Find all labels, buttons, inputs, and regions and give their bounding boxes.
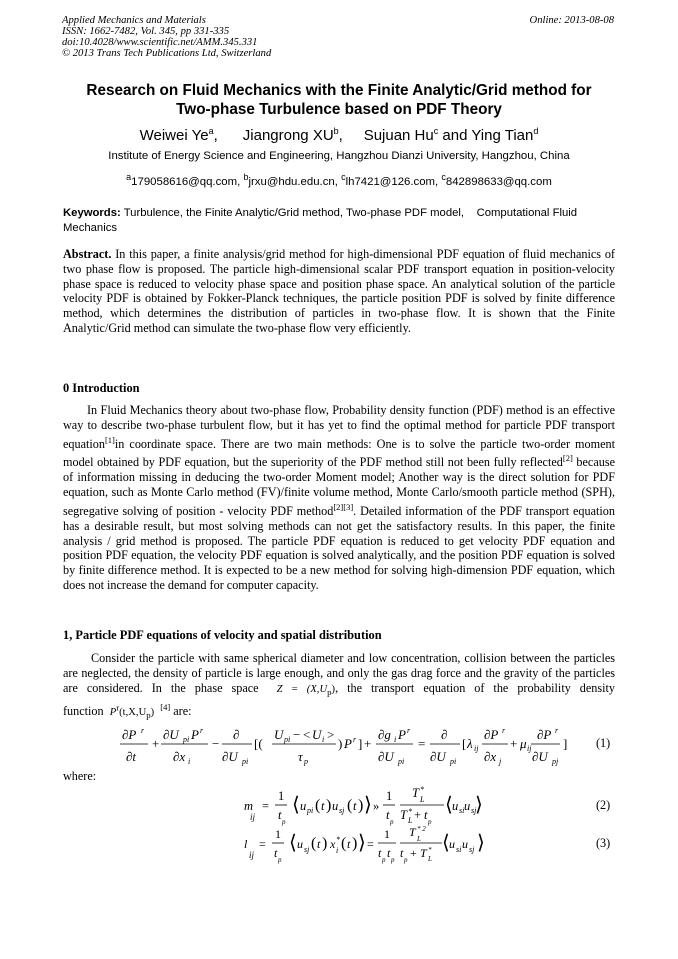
svg-text:*: * xyxy=(420,785,424,794)
email-2: jrxu@hdu.edu.cn, xyxy=(248,175,338,188)
equation-3 xyxy=(244,826,484,870)
svg-text:): ) xyxy=(352,835,358,852)
pdf-args: (t,X,U xyxy=(119,706,147,718)
svg-text:): ) xyxy=(358,797,364,814)
keywords-block xyxy=(63,206,615,235)
svg-text:=: = xyxy=(418,736,426,751)
email-1: 179058616@qq.com, xyxy=(131,175,241,188)
author-2: Jiangrong XU xyxy=(242,127,334,144)
svg-text:pj: pj xyxy=(552,757,559,766)
svg-text:t: t xyxy=(347,837,351,851)
intro-paragraph xyxy=(63,403,615,593)
keywords-text: Turbulence, the Finite Analytic/Grid method, Two-phase PDF model, Computational Fluid Mechanics xyxy=(63,207,581,234)
svg-text:]: ] xyxy=(563,736,568,751)
svg-text:pi: pi xyxy=(284,735,291,744)
svg-text:r: r xyxy=(502,726,506,735)
svg-text:p: p xyxy=(278,856,282,864)
svg-text:u: u xyxy=(449,837,455,851)
svg-text:(: ( xyxy=(311,835,317,852)
svg-text:j: j xyxy=(499,757,502,766)
svg-text:p: p xyxy=(304,757,308,766)
section-1-paragraph xyxy=(63,651,615,722)
svg-text:(: ( xyxy=(347,797,353,814)
svg-text:L: L xyxy=(428,855,432,863)
svg-text:l: l xyxy=(244,837,248,851)
svg-text:λ: λ xyxy=(467,736,473,751)
author-4: and Ying Tian xyxy=(442,127,534,144)
svg-text:⟨: ⟨ xyxy=(289,832,297,854)
svg-text:u: u xyxy=(297,837,303,851)
email-4-sup: c xyxy=(441,172,446,182)
equation-1-number: (1) xyxy=(596,736,611,750)
svg-text:⟨: ⟨ xyxy=(442,832,450,854)
svg-text:t: t xyxy=(353,799,357,813)
email-3-sup: c xyxy=(341,172,346,182)
svg-text:∂g: ∂g xyxy=(378,727,391,742)
author-4-sup: d xyxy=(533,126,539,136)
svg-text:[: [ xyxy=(462,736,467,751)
svg-text:L: L xyxy=(420,795,425,804)
author-1-sup: a xyxy=(208,126,214,136)
svg-text:i: i xyxy=(394,735,397,744)
svg-text:∂t: ∂t xyxy=(126,749,137,764)
svg-text:r: r xyxy=(555,726,559,735)
phase-space-z: Z = (X,U xyxy=(276,683,328,695)
email-list xyxy=(40,170,638,189)
svg-text:∂U: ∂U xyxy=(430,749,446,764)
svg-text:−: − xyxy=(293,727,301,742)
author-sep-2: , xyxy=(338,127,343,144)
svg-text:): ) xyxy=(326,797,332,814)
title-line-2: Two-phase Turbulence based on PDF Theory xyxy=(176,101,502,118)
svg-text:»: » xyxy=(373,799,380,813)
svg-text:∂U: ∂U xyxy=(222,749,238,764)
svg-text:m: m xyxy=(244,799,254,813)
svg-text:t: t xyxy=(378,846,382,860)
svg-text:*: * xyxy=(428,846,432,854)
svg-text:∂P: ∂P xyxy=(484,727,499,742)
svg-text:+: + xyxy=(364,736,372,751)
svg-text:1: 1 xyxy=(275,827,281,841)
svg-text:T: T xyxy=(412,786,419,800)
svg-text:⟨: ⟨ xyxy=(292,794,300,816)
svg-text:r: r xyxy=(407,726,411,735)
svg-text:⟩: ⟩ xyxy=(475,794,483,816)
citation-1: [1] xyxy=(104,434,115,445)
svg-text:u: u xyxy=(464,799,471,813)
abstract-label: Abstract. xyxy=(63,247,112,261)
citation-2: [2] xyxy=(562,453,573,464)
title-line-1: Research on Fluid Mechanics with the Finite Analytic/Grid method for xyxy=(86,82,592,99)
svg-text:⟩: ⟩ xyxy=(358,832,366,854)
svg-text:t: t xyxy=(387,846,391,860)
svg-text:*: * xyxy=(408,807,412,816)
section-1-heading: 1, Particle PDF equations of velocity and spatial distribution xyxy=(63,628,382,642)
citation-3: [2][3] xyxy=(333,501,354,512)
keywords-label: Keywords: xyxy=(63,207,121,219)
svg-text:t: t xyxy=(317,837,321,851)
intro-text-1: In Fluid Mechanics theory about two-phase flow, Probability density function (PDF) method is an effective way to describe two-phase turbulent flow, but it has yet to find the optimal method for particle PDF transport equation xyxy=(63,403,615,451)
svg-text:P: P xyxy=(191,727,199,742)
doi-line: doi:10.4028/www.scientific.net/AMM.345.331 xyxy=(62,37,258,48)
svg-text:ij: ij xyxy=(527,744,532,753)
svg-text:P: P xyxy=(398,727,406,742)
svg-text:]: ] xyxy=(358,736,363,751)
svg-text:t: t xyxy=(386,808,390,822)
svg-text:[(: [( xyxy=(254,736,263,751)
intro-heading: 0 Introduction xyxy=(63,381,140,395)
svg-text:p: p xyxy=(382,856,386,864)
svg-text:i: i xyxy=(336,846,339,855)
svg-text:U: U xyxy=(312,727,322,742)
publication-header xyxy=(62,15,482,59)
svg-text:p: p xyxy=(390,818,394,826)
author-1: Weiwei Ye xyxy=(139,127,209,144)
paper-title xyxy=(50,81,628,119)
svg-text:pi: pi xyxy=(242,757,249,766)
svg-text:+: + xyxy=(510,736,518,751)
svg-text:1: 1 xyxy=(384,827,390,841)
svg-text:∂: ∂ xyxy=(441,727,448,742)
svg-text:si: si xyxy=(459,806,465,815)
svg-text:*: * xyxy=(336,835,340,844)
svg-text:U: U xyxy=(274,727,284,742)
svg-text:ij: ij xyxy=(250,812,256,822)
svg-text:T: T xyxy=(409,825,416,839)
svg-text:x: x xyxy=(330,837,336,851)
copyright-line: © 2013 Trans Tech Publications Ltd, Switzerland xyxy=(62,48,272,59)
pdf-sub: p xyxy=(146,709,151,720)
phase-space-end: ) xyxy=(331,683,336,695)
equation-3-number: (3) xyxy=(596,836,611,850)
svg-text:t: t xyxy=(274,846,278,860)
svg-text:pi: pi xyxy=(398,757,405,766)
svg-text:T: T xyxy=(420,846,427,860)
sec1-text-2: , the transport equation of the probability density function xyxy=(63,680,616,718)
phase-space-sub: p xyxy=(327,686,332,697)
svg-text:τ: τ xyxy=(298,749,303,764)
svg-text:t: t xyxy=(278,808,282,822)
intro-text-2: in coordinate space. There are two main methods: One is to solve the particle two-order moment model obtained by PDF equation, but the superiority of the PDF method still not been fully reflected xyxy=(63,436,615,470)
citation-4: [4] xyxy=(160,701,171,712)
sec1-text-1: Consider the particle with same spherical diameter and low concentration, collision between the particles are neglected, the density of particle is large enough, and only the gas drag force and the gravity of the particles are considered. In the phase space xyxy=(63,651,615,695)
svg-text:p: p xyxy=(391,856,395,864)
svg-text:L: L xyxy=(408,816,413,825)
svg-text:∂x: ∂x xyxy=(484,749,497,764)
author-sep-1: , xyxy=(213,127,218,144)
pdf-function-expr xyxy=(109,702,155,720)
svg-text:L: L xyxy=(417,835,421,843)
svg-text:u: u xyxy=(462,837,468,851)
svg-text:+: + xyxy=(410,846,417,860)
sec1-text-3: are: xyxy=(170,703,192,718)
svg-text:* 2: * 2 xyxy=(417,825,426,833)
equation-1 xyxy=(116,722,559,768)
intro-text-3: because of information missing in deducing the two-order Moment model; Another way is the direct solution for PDF equation, such as Monte Carlo method (FV)/finite volume method, Monte Carlo/smooth particle method (SPH), segregative solving of position - velocity PDF method xyxy=(63,455,615,518)
svg-text:−: − xyxy=(212,736,220,751)
author-list xyxy=(40,122,638,145)
svg-text:+: + xyxy=(414,808,422,822)
svg-text:r: r xyxy=(141,726,145,735)
svg-text:⟨: ⟨ xyxy=(445,794,453,816)
svg-text:=: = xyxy=(262,799,270,813)
svg-text:=: = xyxy=(259,837,266,851)
equation-2-number: (2) xyxy=(596,798,611,812)
svg-text:1: 1 xyxy=(386,789,393,803)
svg-text:(: ( xyxy=(341,835,347,852)
svg-text:∂x: ∂x xyxy=(173,749,186,764)
svg-text:∂P: ∂P xyxy=(122,727,137,742)
svg-text:r: r xyxy=(353,735,357,744)
equation-1-tail xyxy=(530,722,580,768)
where-label: where: xyxy=(63,769,97,783)
svg-text:(: ( xyxy=(315,797,321,814)
svg-text:⟩: ⟩ xyxy=(364,794,372,816)
svg-text:u: u xyxy=(452,799,459,813)
svg-text:sj: sj xyxy=(471,806,477,815)
abstract-text: In this paper, a finite analysis/grid method for high-dimensional PDF equation of fluid mechanics of two phase flow is proposed. The particle high-dimensional scalar PDF transport equation in position-velocity phase space is reduced to velocity phase space and position phase space. An analytical solution of the particle velocity PDF is obtained by Fokker-Planck techniques, the particle position PDF is solved by finite difference method, which determines the distribution of particles in two-phase flow. It is shown that the Finite Analytic/Grid method can simulate the two-phase flow very efficiently. xyxy=(63,247,615,335)
svg-text:ij: ij xyxy=(249,850,255,860)
svg-text:ij: ij xyxy=(474,744,479,753)
abstract-block xyxy=(63,247,615,336)
svg-text:sj: sj xyxy=(339,806,345,815)
svg-text:∂U: ∂U xyxy=(378,749,394,764)
svg-text:t: t xyxy=(424,808,428,822)
svg-text:∂U: ∂U xyxy=(163,727,179,742)
svg-text:∂P: ∂P xyxy=(537,727,552,742)
svg-text:∂: ∂ xyxy=(233,727,240,742)
svg-text:si: si xyxy=(456,845,462,854)
svg-text:r: r xyxy=(200,726,204,735)
email-3: lh7421@126.com, xyxy=(345,175,439,188)
pdf-sup: r xyxy=(116,702,120,713)
svg-text:i: i xyxy=(322,735,325,744)
svg-text:+: + xyxy=(152,736,160,751)
svg-text:u: u xyxy=(300,799,307,813)
svg-text:=: = xyxy=(367,837,374,851)
intro-text-4: . Detailed information of the PDF transport equation has a desirable result, but most solving methods can not get the satisfactory results. In this paper, the finite analysis / grid method is proposed. The particle PDF equation is reduced to get velocity PDF equation and position PDF equation, the velocity PDF equation is solved analytically, and the position PDF equation is solved by finite difference method. It is expected to be a new method for solving high-dimension PDF equation, which does not increase the demand for computer capacity. xyxy=(63,503,615,592)
svg-text:1: 1 xyxy=(278,789,285,803)
svg-text:pi: pi xyxy=(450,757,457,766)
svg-text:>: > xyxy=(327,727,335,742)
svg-text:⟩: ⟩ xyxy=(477,832,485,854)
pdf-symbol: P xyxy=(109,706,117,718)
svg-text:pi: pi xyxy=(183,735,190,744)
svg-text:t: t xyxy=(400,846,404,860)
svg-text:T: T xyxy=(400,808,407,822)
affiliation: Institute of Energy Science and Engineering, Hangzhou Dianzi University, Hangzhou, China xyxy=(108,150,570,162)
email-1-sup: a xyxy=(126,172,132,182)
pdf-end: ) xyxy=(150,706,155,718)
svg-text:): ) xyxy=(322,835,328,852)
svg-text:P: P xyxy=(344,736,352,751)
svg-text:): ) xyxy=(338,736,343,751)
svg-text:p: p xyxy=(404,856,408,864)
svg-text:p: p xyxy=(428,818,432,826)
journal-name: Applied Mechanics and Materials xyxy=(62,15,206,26)
phase-space-expr xyxy=(277,684,336,695)
svg-text:sj: sj xyxy=(469,845,475,854)
svg-text:i: i xyxy=(188,757,191,766)
svg-text:sj: sj xyxy=(304,845,310,854)
svg-text:pi: pi xyxy=(307,806,314,815)
author-3: Sujuan Hu xyxy=(363,127,434,144)
svg-text:<: < xyxy=(303,727,311,742)
author-2-sup: b xyxy=(333,126,339,136)
author-3-sup: c xyxy=(433,126,439,136)
equation-2-close xyxy=(475,784,495,828)
email-2-sup: b xyxy=(243,172,249,182)
svg-text:u: u xyxy=(332,799,339,813)
svg-text:∂U: ∂U xyxy=(532,749,548,764)
svg-text:p: p xyxy=(282,818,286,826)
issn-line: ISSN: 1662-7482, Vol. 345, pp 331-335 xyxy=(62,26,230,37)
equation-2 xyxy=(240,784,480,828)
svg-text:μ: μ xyxy=(520,736,527,751)
email-4: 842898633@qq.com xyxy=(445,175,552,188)
online-date: Online: 2013-08-08 xyxy=(529,15,614,26)
svg-text:t: t xyxy=(321,799,325,813)
